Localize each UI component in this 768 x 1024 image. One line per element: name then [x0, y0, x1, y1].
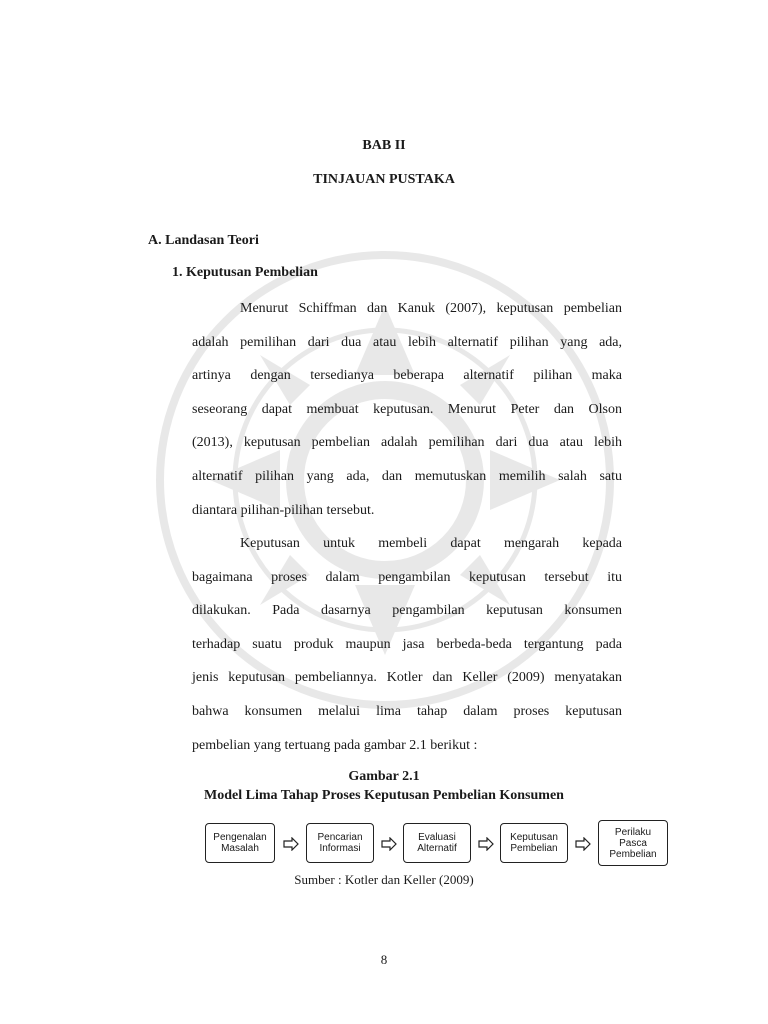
- paragraph-2: [192, 527, 622, 762]
- paragraph-line: pembelian yang tertuang pada gambar 2.1 berikut :: [192, 737, 478, 753]
- chapter-title: TINJAUAN PUSTAKA: [313, 172, 455, 187]
- paragraph-line: Keputusan untuk membeli dapat mengarah kepada: [240, 536, 622, 551]
- step-text: Evaluasi: [418, 832, 456, 843]
- section-heading-a: A. Landasan Teori: [148, 233, 259, 248]
- arrow-right-icon: [283, 837, 299, 851]
- paragraph-line: dilakukan. Pada dasarnya pengambilan keputusan konsumen: [192, 603, 622, 619]
- paragraph-line: diantara pilihan-pilihan tersebut.: [192, 502, 375, 518]
- process-flow-diagram: [205, 820, 669, 866]
- paragraph-line: bahwa konsumen melalui lima tahap dalam proses keputusan: [192, 703, 622, 719]
- step-box-perilaku-pasca-pembelian: [598, 820, 668, 866]
- step-box-evaluasi-alternatif: [403, 823, 471, 863]
- arrow-right-icon: [478, 837, 494, 851]
- step-text: Alternatif: [417, 843, 457, 854]
- step-box-keputusan-pembelian: [500, 823, 568, 863]
- paragraph-line: (2013), keputusan pembelian adalah pemilihan dari dua atau lebih: [192, 435, 622, 451]
- chapter-heading: BAB II: [362, 138, 406, 153]
- figure-title: Model Lima Tahap Proses Keputusan Pembelian Konsumen: [204, 788, 564, 803]
- paragraph-line: bagaimana proses dalam pengambilan keputusan tersebut itu: [192, 569, 622, 585]
- paragraph-line: alternatif pilihan yang ada, dan memutuskan memilih salah satu: [192, 468, 622, 484]
- subsection-heading-1: 1. Keputusan Pembelian: [172, 265, 318, 280]
- step-text: Pembelian: [510, 843, 558, 854]
- arrow-right-icon: [575, 837, 591, 851]
- paragraph-line: jenis keputusan pembeliannya. Kotler dan Keller (2009) menyatakan: [192, 670, 622, 686]
- paragraph-1: [192, 292, 622, 527]
- paragraph-line: artinya dengan tersedianya beberapa alternatif pilihan maka: [192, 368, 622, 384]
- step-text: Perilaku: [614, 826, 652, 838]
- step-text: Informasi: [319, 843, 361, 854]
- step-text: Pembelian: [609, 848, 657, 860]
- figure-label: Gambar 2.1: [348, 769, 420, 784]
- step-box-pencarian-informasi: [306, 823, 374, 863]
- arrow-right-icon: [381, 837, 397, 851]
- paragraph-line: seseorang dapat membuat keputusan. Menurut Peter dan Olson: [192, 401, 622, 417]
- paragraph-line: adalah pemilihan dari dua atau lebih alternatif pilihan yang ada,: [192, 334, 622, 350]
- step-text: Pasca: [619, 837, 647, 849]
- step-text: Masalah: [221, 843, 259, 854]
- step-text: Pencarian: [317, 832, 363, 843]
- paragraph-line: terhadap suatu produk maupun jasa berbeda-beda tergantung pada: [192, 636, 622, 652]
- step-text: Pengenalan: [213, 832, 267, 843]
- step-box-pengenalan-masalah: [205, 823, 275, 863]
- paragraph-line: Menurut Schiffman dan Kanuk (2007), keputusan pembelian: [240, 301, 622, 316]
- page-number: 8: [380, 952, 388, 967]
- step-text: Keputusan: [510, 832, 558, 843]
- figure-source: Sumber : Kotler dan Keller (2009): [294, 872, 474, 887]
